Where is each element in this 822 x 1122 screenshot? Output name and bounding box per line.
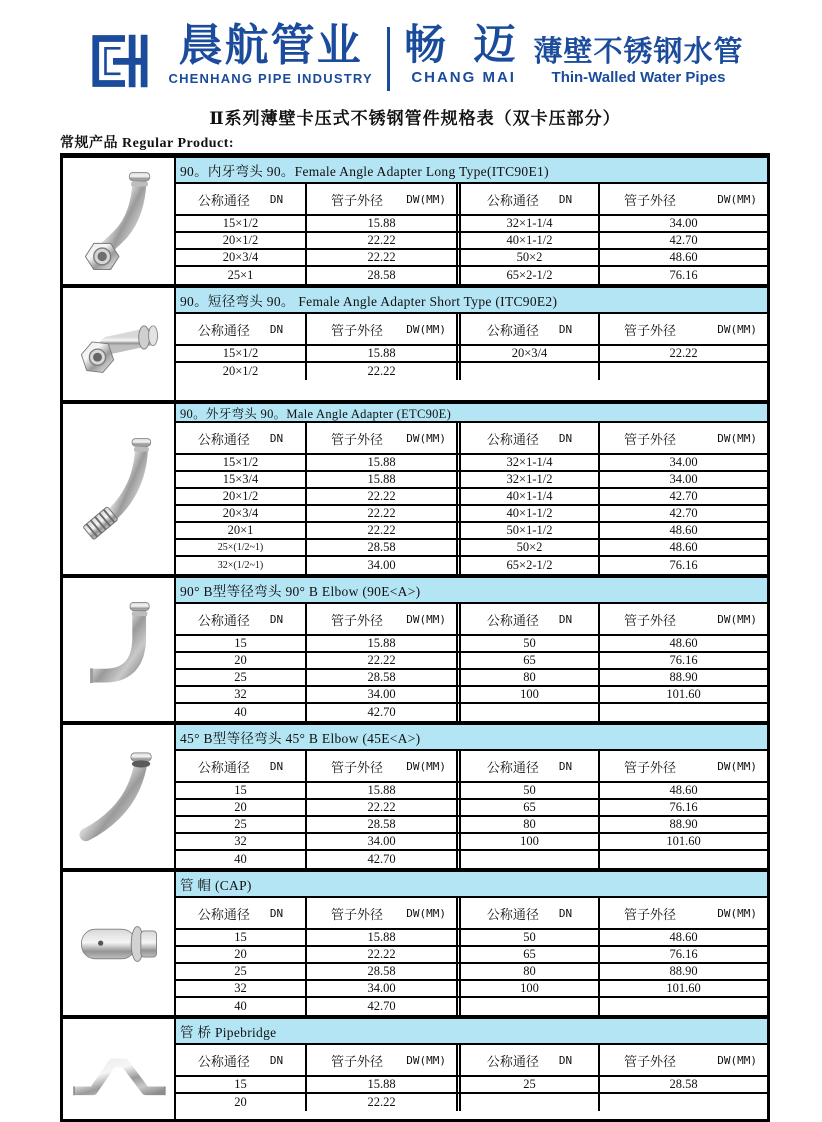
col-header-dw-en: DW(MM) xyxy=(406,1053,446,1067)
table-row xyxy=(176,834,767,851)
col-header-dn-cn: 公称通径 xyxy=(197,322,250,338)
dn-cell: 20×1/2 xyxy=(176,489,307,504)
dw-cell: 88.90 xyxy=(669,964,698,978)
dn-cell: 20 xyxy=(176,1094,307,1111)
dw-cell: 42.70 xyxy=(307,851,461,868)
dw-cell: 42.70 xyxy=(669,506,698,520)
page-title: Ⅱ系列薄壁卡压式不锈钢管件规格表（双卡压部分） xyxy=(209,109,621,128)
dw-cell: 22.22 xyxy=(307,506,461,521)
dw-cell: 34.00 xyxy=(307,834,461,849)
table-row xyxy=(176,930,767,947)
col-header-dw-en: DW(MM) xyxy=(406,906,446,920)
dw-cell: 28.58 xyxy=(669,1077,698,1091)
table-row xyxy=(176,489,767,506)
dn-cell: 32 xyxy=(176,687,307,702)
spec-section xyxy=(63,400,767,574)
dn-cell xyxy=(461,1094,600,1111)
dn-cell: 80 xyxy=(461,964,600,979)
col-header-dn xyxy=(176,314,307,344)
dw-cell: 22.22 xyxy=(307,653,461,668)
col-header-dn-en: DN xyxy=(269,1053,284,1067)
section-table xyxy=(176,578,767,721)
dw-cell: 101.60 xyxy=(666,981,701,995)
table-row xyxy=(176,800,767,817)
col-header-dw-cn: 管子外径 xyxy=(624,322,677,338)
table-row xyxy=(176,1077,767,1094)
dn-cell: 50×2 xyxy=(461,540,600,555)
dw-cell xyxy=(600,1094,767,1111)
section-title-bar: 90。内牙弯头 90。Female Angle Adapter Long Type(ITC90E1) xyxy=(176,158,767,184)
table-body xyxy=(176,346,767,380)
fitting-photo-cell xyxy=(63,158,176,284)
dw-cell: 48.60 xyxy=(669,250,698,264)
col-header-dn-cn: 公称通径 xyxy=(486,759,539,775)
dn-cell: 50 xyxy=(461,636,600,651)
dw-cell xyxy=(600,851,767,868)
section-title-bar: 90。短径弯头 90。 Female Angle Adapter Short Type (ITC90E2) xyxy=(176,288,767,314)
dn-cell: 20×3/4 xyxy=(176,506,307,521)
col-header-dw-cn: 管子外径 xyxy=(624,1053,677,1069)
dn-cell xyxy=(461,704,600,721)
dw-cell: 22.22 xyxy=(307,1094,461,1111)
dw-cell: 28.58 xyxy=(307,817,461,832)
table-row xyxy=(176,1094,767,1111)
dw-cell: 34.00 xyxy=(307,557,461,574)
female-elbow-short-image xyxy=(71,290,167,398)
dn-cell xyxy=(461,998,600,1015)
dn-cell: 25 xyxy=(176,817,307,832)
col-header-dn-cn: 公称通径 xyxy=(486,192,539,208)
col-header-dw xyxy=(307,1045,461,1075)
col-header-dw-cn: 管子外径 xyxy=(624,192,677,208)
col-header-dw-en: DW(MM) xyxy=(717,612,757,626)
dw-cell: 15.88 xyxy=(307,216,461,231)
col-header-dw-en: DW(MM) xyxy=(717,192,757,206)
dn-cell: 50×1-1/2 xyxy=(461,523,600,538)
section-table xyxy=(176,1019,767,1119)
dn-cell: 32×1-1/4 xyxy=(461,455,600,470)
fitting-photo-cell xyxy=(63,725,176,868)
dn-cell: 25 xyxy=(176,670,307,685)
dw-cell: 101.60 xyxy=(666,687,701,701)
col-header-dn-cn: 公称通径 xyxy=(197,612,250,628)
dn-cell xyxy=(461,363,600,380)
table-row xyxy=(176,216,767,233)
table-row xyxy=(176,704,767,721)
col-header-dn-cn: 公称通径 xyxy=(197,192,250,208)
product-heading: 常规产品 Regular Product: xyxy=(60,132,770,155)
dn-cell: 32 xyxy=(176,834,307,849)
col-header-dn-cn: 公称通径 xyxy=(486,1053,539,1069)
col-header-dn xyxy=(176,423,307,453)
dw-cell: 48.60 xyxy=(669,783,698,797)
section-title-bar: 45° B型等径弯头 45° B Elbow (45E<A>) xyxy=(176,725,767,751)
dn-cell: 20×1/2 xyxy=(176,363,307,380)
col-header-dn-en: DN xyxy=(558,906,573,920)
col-header-dn xyxy=(461,898,600,928)
table-row xyxy=(176,346,767,363)
col-header-dn-cn: 公称通径 xyxy=(197,431,250,447)
table-row xyxy=(176,998,767,1015)
col-header-dw xyxy=(307,423,461,453)
table-row xyxy=(176,363,767,380)
table-row xyxy=(176,523,767,540)
dn-cell: 100 xyxy=(461,687,600,702)
col-header-dw-en: DW(MM) xyxy=(717,431,757,445)
table-body xyxy=(176,636,767,721)
dw-cell: 22.22 xyxy=(307,523,461,538)
dn-cell: 50×2 xyxy=(461,250,600,265)
dn-cell: 20 xyxy=(176,653,307,668)
fitting-photo-cell xyxy=(63,578,176,721)
col-header-dw xyxy=(307,314,461,344)
dw-cell: 34.00 xyxy=(307,687,461,702)
dw-cell: 48.60 xyxy=(669,930,698,944)
dn-cell: 25 xyxy=(176,964,307,979)
col-header-dw-en: DW(MM) xyxy=(406,192,446,206)
col-header-dn-en: DN xyxy=(269,612,284,626)
dn-cell: 40 xyxy=(176,704,307,721)
elbow-45-image xyxy=(73,741,165,853)
col-header-dw-cn: 管子外径 xyxy=(624,612,677,628)
dw-cell: 34.00 xyxy=(307,981,461,996)
dn-cell: 20×3/4 xyxy=(176,250,307,265)
table-row xyxy=(176,851,767,868)
brand2-name-cn: 畅 迈 xyxy=(403,21,524,68)
col-header-dn xyxy=(461,314,600,344)
dn-cell: 32×1-1/2 xyxy=(461,472,600,487)
col-header-dw-cn: 管子外径 xyxy=(624,431,677,447)
dw-cell: 15.88 xyxy=(307,1077,461,1092)
dw-cell: 22.22 xyxy=(307,800,461,815)
dn-cell: 65×2-1/2 xyxy=(461,267,600,284)
col-header-dw-cn: 管子外径 xyxy=(331,759,384,775)
col-header-dn xyxy=(461,1045,600,1075)
dw-cell: 34.00 xyxy=(669,455,698,469)
dn-cell: 40×1-1/4 xyxy=(461,489,600,504)
col-header-dn-en: DN xyxy=(558,322,573,336)
dn-cell: 32 xyxy=(176,981,307,996)
dw-cell: 28.58 xyxy=(307,267,461,284)
col-header-dn xyxy=(461,604,600,634)
col-header-dn-en: DN xyxy=(269,192,284,206)
col-header-dn-en: DN xyxy=(269,322,284,336)
section-table xyxy=(176,158,767,284)
dw-cell: 22.22 xyxy=(307,250,461,265)
col-header-dn-cn: 公称通径 xyxy=(486,431,539,447)
table-header-row xyxy=(176,184,767,216)
dw-cell: 34.00 xyxy=(669,472,698,486)
dn-cell: 65 xyxy=(461,653,600,668)
dn-cell: 65 xyxy=(461,947,600,962)
table-body xyxy=(176,216,767,284)
dw-cell: 28.58 xyxy=(307,670,461,685)
dn-cell: 25 xyxy=(461,1077,600,1092)
brand-header xyxy=(60,21,770,102)
dw-cell: 76.16 xyxy=(669,653,698,667)
dw-cell: 28.58 xyxy=(307,540,461,555)
col-header-dw-en: DW(MM) xyxy=(717,322,757,336)
dw-cell: 42.70 xyxy=(307,704,461,721)
table-header-row xyxy=(176,751,767,783)
dw-cell: 88.90 xyxy=(669,817,698,831)
spec-section xyxy=(63,574,767,721)
col-header-dn-en: DN xyxy=(269,431,284,445)
dw-cell: 15.88 xyxy=(307,783,461,798)
dw-cell: 15.88 xyxy=(307,930,461,945)
dn-cell: 40×1-1/2 xyxy=(461,233,600,248)
dw-cell: 15.88 xyxy=(307,346,461,361)
table-row xyxy=(176,636,767,653)
brand2-name-en: CHANG MAI xyxy=(411,69,516,86)
col-header-dn-en: DN xyxy=(558,431,573,445)
tagline-block xyxy=(533,38,743,85)
dw-cell: 76.16 xyxy=(669,947,698,961)
col-header-dw xyxy=(307,604,461,634)
col-header-dn-en: DN xyxy=(269,906,284,920)
dn-cell: 15×3/4 xyxy=(176,472,307,487)
col-header-dn-cn: 公称通径 xyxy=(486,612,539,628)
table-row xyxy=(176,653,767,670)
dw-cell: 22.22 xyxy=(669,346,698,360)
dw-cell: 48.60 xyxy=(669,636,698,650)
col-header-dw-en: DW(MM) xyxy=(717,906,757,920)
dw-cell: 22.22 xyxy=(307,489,461,504)
male-elbow-image xyxy=(71,433,167,545)
section-table xyxy=(176,725,767,868)
table-header-row xyxy=(176,898,767,930)
col-header-dn-cn: 公称通径 xyxy=(486,322,539,338)
dw-cell: 42.70 xyxy=(669,233,698,247)
dn-cell: 80 xyxy=(461,670,600,685)
dn-cell: 25×1 xyxy=(176,267,307,284)
col-header-dn xyxy=(176,751,307,781)
tagline-cn: 薄壁不锈钢水管 xyxy=(533,36,744,68)
section-table xyxy=(176,404,767,574)
pipebridge-image xyxy=(67,1021,171,1117)
table-body xyxy=(176,455,767,574)
dn-cell: 20×1 xyxy=(176,523,307,538)
dw-cell: 76.16 xyxy=(669,558,698,572)
table-row xyxy=(176,817,767,834)
fitting-photo-cell xyxy=(63,1019,176,1119)
spec-section xyxy=(63,868,767,1015)
table-row xyxy=(176,233,767,250)
spec-section xyxy=(63,284,767,400)
col-header-dw-en: DW(MM) xyxy=(406,322,446,336)
section-title-bar: 90。外牙弯头 90。Male Angle Adapter (ETC90E) xyxy=(176,404,767,423)
fitting-photo-cell xyxy=(63,404,176,574)
table-row xyxy=(176,472,767,489)
dn-cell: 15 xyxy=(176,783,307,798)
col-header-dn xyxy=(176,898,307,928)
col-header-dn xyxy=(176,184,307,214)
dn-cell: 20 xyxy=(176,947,307,962)
dn-cell: 20×3/4 xyxy=(461,346,600,361)
col-header-dw xyxy=(600,314,767,344)
table-row xyxy=(176,964,767,981)
dn-cell: 15 xyxy=(176,1077,307,1092)
dn-cell: 100 xyxy=(461,981,600,996)
col-header-dw-cn: 管子外径 xyxy=(331,431,384,447)
col-header-dn-en: DN xyxy=(558,1053,573,1067)
table-body xyxy=(176,783,767,868)
col-header-dw xyxy=(600,751,767,781)
col-header-dw-cn: 管子外径 xyxy=(331,192,384,208)
table-row xyxy=(176,947,767,964)
col-header-dw-en: DW(MM) xyxy=(406,612,446,626)
brand1-block xyxy=(168,21,373,86)
dw-cell: 34.00 xyxy=(669,216,698,230)
col-header-dw xyxy=(307,898,461,928)
table-row xyxy=(176,250,767,267)
cap-image xyxy=(69,896,169,992)
col-header-dw-cn: 管子外径 xyxy=(624,906,677,922)
brand1-name-cn: 晨航管业 xyxy=(178,21,363,70)
dn-cell: 80 xyxy=(461,817,600,832)
fitting-photo-cell xyxy=(63,288,176,400)
table-header-row xyxy=(176,314,767,346)
tagline-en: Thin-Walled Water Pipes xyxy=(551,69,726,86)
table-row xyxy=(176,981,767,998)
col-header-dw-cn: 管子外径 xyxy=(624,759,677,775)
dn-cell: 40 xyxy=(176,998,307,1015)
col-header-dw xyxy=(600,423,767,453)
section-table xyxy=(176,288,767,400)
dn-cell: 15×1/2 xyxy=(176,455,307,470)
col-header-dn-en: DN xyxy=(558,759,573,773)
col-header-dn xyxy=(176,604,307,634)
table-row xyxy=(176,670,767,687)
chenhang-logo-icon xyxy=(86,24,158,98)
dn-cell: 15 xyxy=(176,930,307,945)
dn-cell: 40×1-1/2 xyxy=(461,506,600,521)
col-header-dn xyxy=(461,423,600,453)
col-header-dn-cn: 公称通径 xyxy=(197,759,250,775)
col-header-dw-en: DW(MM) xyxy=(717,759,757,773)
col-header-dn xyxy=(176,1045,307,1075)
col-header-dw-cn: 管子外径 xyxy=(331,612,384,628)
dn-cell: 65×2-1/2 xyxy=(461,557,600,574)
dw-cell: 22.22 xyxy=(307,947,461,962)
col-header-dn xyxy=(461,751,600,781)
elbow-90-image xyxy=(73,595,165,705)
dn-cell: 65 xyxy=(461,800,600,815)
dn-cell: 25×(1/2~1) xyxy=(176,540,307,555)
dw-cell xyxy=(600,998,767,1015)
dn-cell: 15×1/2 xyxy=(176,346,307,361)
col-header-dw-cn: 管子外径 xyxy=(331,1053,384,1069)
dw-cell: 22.22 xyxy=(307,363,461,380)
section-title-bar: 90° B型等径弯头 90° B Elbow (90E<A>) xyxy=(176,578,767,604)
table-body xyxy=(176,1077,767,1111)
brand2-block xyxy=(403,21,524,86)
dw-cell: 76.16 xyxy=(669,268,698,282)
spec-section xyxy=(63,721,767,868)
col-header-dn-cn: 公称通径 xyxy=(486,906,539,922)
table-row xyxy=(176,540,767,557)
dn-cell xyxy=(461,851,600,868)
dn-cell: 20 xyxy=(176,800,307,815)
col-header-dw xyxy=(600,1045,767,1075)
fitting-photo-cell xyxy=(63,872,176,1015)
section-table xyxy=(176,872,767,1015)
dn-cell: 50 xyxy=(461,783,600,798)
dn-cell: 32×(1/2~1) xyxy=(176,557,307,574)
col-header-dw xyxy=(600,604,767,634)
dw-cell: 28.58 xyxy=(307,964,461,979)
table-row xyxy=(176,783,767,800)
col-header-dn-cn: 公称通径 xyxy=(197,1053,250,1069)
col-header-dn-en: DN xyxy=(269,759,284,773)
table-header-row xyxy=(176,423,767,455)
dn-cell: 15×1/2 xyxy=(176,216,307,231)
dw-cell: 15.88 xyxy=(307,455,461,470)
col-header-dn-cn: 公称通径 xyxy=(197,906,250,922)
table-row xyxy=(176,687,767,704)
table-row xyxy=(176,267,767,284)
dw-cell: 15.88 xyxy=(307,636,461,651)
dn-cell: 40 xyxy=(176,851,307,868)
col-header-dw-en: DW(MM) xyxy=(406,431,446,445)
dw-cell xyxy=(600,704,767,721)
table-row xyxy=(176,506,767,523)
brand1-name-en: CHENHANG PIPE INDUSTRY xyxy=(168,71,373,86)
section-title-bar: 管 帽 (CAP) xyxy=(176,872,767,898)
dw-cell: 88.90 xyxy=(669,670,698,684)
table-body xyxy=(176,930,767,1015)
table-header-row xyxy=(176,604,767,636)
col-header-dn-en: DN xyxy=(558,192,573,206)
dw-cell: 48.60 xyxy=(669,540,698,554)
col-header-dw-cn: 管子外径 xyxy=(331,322,384,338)
table-row xyxy=(176,455,767,472)
dw-cell: 76.16 xyxy=(669,800,698,814)
col-header-dw xyxy=(307,751,461,781)
col-header-dw xyxy=(307,184,461,214)
col-header-dw xyxy=(600,898,767,928)
col-header-dw xyxy=(600,184,767,214)
table-row xyxy=(176,557,767,574)
dw-cell: 48.60 xyxy=(669,523,698,537)
table-header-row xyxy=(176,1045,767,1077)
spec-section xyxy=(63,1015,767,1119)
dw-cell: 15.88 xyxy=(307,472,461,487)
spec-table xyxy=(60,155,770,1122)
dw-cell: 101.60 xyxy=(666,834,701,848)
dn-cell: 32×1-1/4 xyxy=(461,216,600,231)
section-title-bar: 管 桥 Pipebridge xyxy=(176,1019,767,1045)
col-header-dn xyxy=(461,184,600,214)
female-elbow-long-image xyxy=(71,165,167,277)
dn-cell: 100 xyxy=(461,834,600,849)
col-header-dw-cn: 管子外径 xyxy=(331,906,384,922)
dn-cell: 20×1/2 xyxy=(176,233,307,248)
dw-cell: 42.70 xyxy=(669,489,698,503)
spec-section xyxy=(63,158,767,284)
dw-cell xyxy=(600,363,767,380)
dn-cell: 15 xyxy=(176,636,307,651)
col-header-dw-en: DW(MM) xyxy=(406,759,446,773)
col-header-dn-en: DN xyxy=(558,612,573,626)
dn-cell: 50 xyxy=(461,930,600,945)
dw-cell: 22.22 xyxy=(307,233,461,248)
col-header-dw-en: DW(MM) xyxy=(717,1053,757,1067)
brand-divider xyxy=(387,27,390,91)
dw-cell: 42.70 xyxy=(307,998,461,1015)
